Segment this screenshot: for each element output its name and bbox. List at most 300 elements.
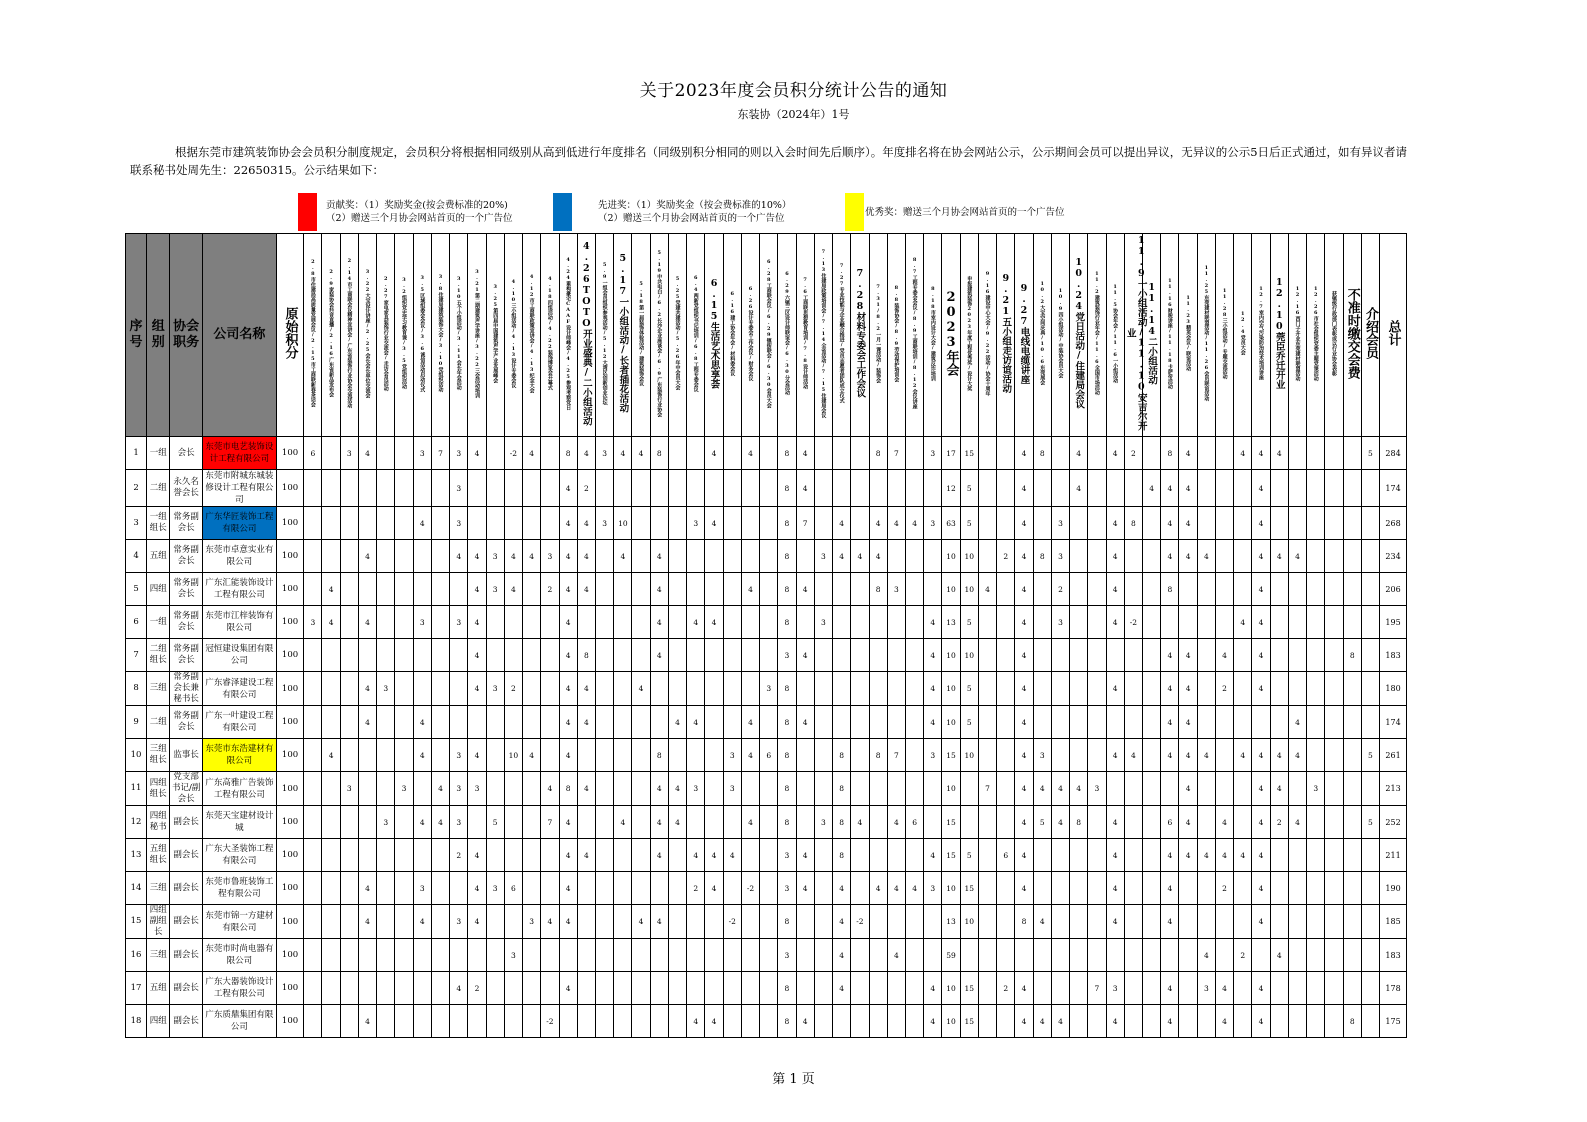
row-company: 东莞市江梓装饰有限公司	[202, 606, 276, 639]
row-score-cell	[595, 905, 613, 939]
row-total: 211	[1380, 839, 1407, 872]
row-score-cell	[1179, 606, 1197, 639]
header-activity: 4.12市工商联政策宣讲会/4.13纪念大会	[523, 234, 541, 437]
row-score-cell	[851, 470, 869, 507]
row-seq: 9	[126, 706, 147, 739]
row-score-cell	[577, 972, 595, 1005]
row-score-cell	[1088, 606, 1106, 639]
row-score-cell	[1124, 706, 1142, 739]
row-score-cell: 6	[1161, 806, 1179, 839]
row-score-cell	[395, 540, 413, 573]
row-score-cell	[1361, 470, 1379, 507]
row-score-cell	[1361, 639, 1379, 672]
row-score-cell	[905, 470, 923, 507]
row-score-cell	[760, 706, 778, 739]
row-score-cell: 3	[687, 772, 705, 806]
row-score-cell	[997, 872, 1015, 905]
row-score-cell	[486, 739, 504, 772]
row-score-cell	[431, 639, 449, 672]
row-score-cell: 4	[1215, 972, 1233, 1005]
row-score-cell: 4	[1106, 905, 1124, 939]
row-score-cell: 8	[778, 672, 796, 706]
row-score-cell	[887, 905, 905, 939]
row-score-cell: 4	[1015, 739, 1033, 772]
row-score-cell: 10	[960, 739, 978, 772]
row-score-cell	[1143, 806, 1161, 839]
row-score-cell	[1307, 470, 1325, 507]
row-score-cell	[1033, 839, 1051, 872]
row-score-cell	[1234, 806, 1252, 839]
row-score-cell: 4	[796, 839, 814, 872]
row-score-cell: 3	[523, 905, 541, 939]
row-score-cell: 5	[960, 839, 978, 872]
row-score-cell: 4	[523, 739, 541, 772]
row-score-cell: 4	[833, 540, 851, 573]
row-score-cell	[304, 507, 322, 540]
row-score-cell	[1234, 540, 1252, 573]
row-score-cell	[1288, 772, 1306, 806]
row-score-cell: -2	[504, 437, 522, 470]
row-score-cell	[978, 806, 996, 839]
row-score-cell: 3	[1088, 772, 1106, 806]
row-score-cell	[1361, 772, 1379, 806]
row-score-cell	[322, 872, 340, 905]
row-score-cell: 4	[450, 540, 468, 573]
row-score-cell	[760, 507, 778, 540]
row-base-score: 100	[276, 706, 303, 739]
row-score-cell	[978, 470, 996, 507]
row-score-cell: 3	[450, 739, 468, 772]
header-group: 组别	[147, 234, 170, 437]
row-score-cell: 3	[723, 739, 741, 772]
row-duty: 常务副会长	[170, 540, 203, 573]
row-score-cell: 4	[1252, 540, 1270, 573]
row-score-cell	[760, 972, 778, 1005]
row-score-cell: 5	[960, 606, 978, 639]
row-group: 四组副组长	[147, 905, 170, 939]
row-score-cell: 4	[796, 639, 814, 672]
header-activity: 5.17一小组活动/长者插花活动	[614, 234, 632, 437]
row-score-cell: 3	[1197, 972, 1215, 1005]
row-group: 四组	[147, 573, 170, 606]
row-score-cell: 2	[997, 972, 1015, 1005]
row-score-cell	[304, 839, 322, 872]
row-score-cell: 4	[1197, 540, 1215, 573]
row-score-cell: 4	[1252, 470, 1270, 507]
row-score-cell	[523, 972, 541, 1005]
row-score-cell: -2	[1124, 606, 1142, 639]
row-score-cell	[1070, 507, 1088, 540]
table-row	[126, 872, 1407, 905]
row-score-cell	[960, 806, 978, 839]
header-activity: 5.9一组会员组织参观活动/5.12大湾区创新创业论坛	[595, 234, 613, 437]
row-score-cell	[741, 939, 759, 972]
row-score-cell	[851, 739, 869, 772]
row-score-cell	[978, 606, 996, 639]
row-score-cell	[1033, 606, 1051, 639]
row-score-cell: 4	[1161, 470, 1179, 507]
row-base-score: 100	[276, 1005, 303, 1038]
row-score-cell: 15	[960, 437, 978, 470]
row-score-cell	[413, 972, 431, 1005]
row-score-cell	[1070, 706, 1088, 739]
row-score-cell	[595, 1005, 613, 1038]
row-seq: 14	[126, 872, 147, 905]
row-score-cell	[1143, 1005, 1161, 1038]
row-seq: 17	[126, 972, 147, 1005]
row-score-cell: 4	[559, 672, 577, 706]
row-score-cell: 4	[668, 772, 686, 806]
header-activity: 12.26市社会组织党委主题党课活动	[1307, 234, 1325, 437]
row-score-cell: 10	[614, 507, 632, 540]
row-score-cell	[869, 939, 887, 972]
row-score-cell	[1307, 972, 1325, 1005]
row-group: 四组秘书	[147, 806, 170, 839]
row-score-cell: 3	[595, 437, 613, 470]
row-score-cell	[1215, 606, 1233, 639]
row-score-cell	[523, 470, 541, 507]
row-score-cell: 4	[1033, 905, 1051, 939]
row-seq: 10	[126, 739, 147, 772]
row-score-cell	[924, 939, 942, 972]
row-score-cell: 4	[650, 772, 668, 806]
row-score-cell	[541, 706, 559, 739]
row-score-cell	[760, 905, 778, 939]
row-score-cell	[1361, 606, 1379, 639]
header-activity: 6.15生活艺术思享荟	[705, 234, 723, 437]
row-duty: 副会长	[170, 939, 203, 972]
row-score-cell: 4	[1252, 507, 1270, 540]
row-score-cell	[1325, 806, 1343, 839]
score-table	[125, 233, 1407, 1038]
row-score-cell	[668, 905, 686, 939]
row-total: 183	[1380, 939, 1407, 972]
row-score-cell	[1288, 507, 1306, 540]
row-score-cell: 3	[814, 606, 832, 639]
row-score-cell	[851, 672, 869, 706]
row-score-cell	[1234, 672, 1252, 706]
row-score-cell	[668, 972, 686, 1005]
row-score-cell: 3	[778, 939, 796, 972]
row-score-cell: 4	[1033, 772, 1051, 806]
row-score-cell	[997, 437, 1015, 470]
row-score-cell	[377, 772, 395, 806]
row-score-cell	[523, 806, 541, 839]
row-score-cell	[905, 772, 923, 806]
row-score-cell	[1033, 573, 1051, 606]
row-score-cell	[1307, 939, 1325, 972]
header-activity: 10.2大宝空间庆典/10.6东莞展会	[1033, 234, 1051, 437]
row-score-cell	[905, 639, 923, 672]
row-score-cell	[541, 939, 559, 972]
row-score-cell	[1197, 905, 1215, 939]
header-activity: 11.28三小组活动/专题交流活动	[1215, 234, 1233, 437]
row-seq: 18	[126, 1005, 147, 1038]
row-score-cell: 8	[778, 1005, 796, 1038]
row-score-cell: 59	[942, 939, 960, 972]
row-score-cell	[833, 706, 851, 739]
row-score-cell: 4	[559, 839, 577, 872]
row-score-cell: 4	[1106, 540, 1124, 573]
row-score-cell	[796, 972, 814, 1005]
row-score-cell: -2	[851, 905, 869, 939]
row-score-cell	[1197, 606, 1215, 639]
row-group: 四组	[147, 1005, 170, 1038]
row-score-cell	[595, 872, 613, 905]
row-score-cell	[377, 540, 395, 573]
table-row	[126, 573, 1407, 606]
row-score-cell: 3	[687, 507, 705, 540]
row-score-cell	[340, 706, 358, 739]
row-score-cell	[924, 540, 942, 573]
row-company: 东莞天宝建材设计城	[202, 806, 276, 839]
row-score-cell: 3	[377, 806, 395, 839]
row-score-cell	[869, 972, 887, 1005]
row-score-cell	[1325, 540, 1343, 573]
row-score-cell: -2	[741, 872, 759, 905]
row-score-cell	[1143, 672, 1161, 706]
row-seq: 6	[126, 606, 147, 639]
row-score-cell: 13	[942, 905, 960, 939]
row-company: 东莞市附城东城装修设计工程有限公司	[202, 470, 276, 507]
row-score-cell: 4	[705, 1005, 723, 1038]
row-company: 广东华匠装饰工程有限公司	[202, 507, 276, 540]
row-score-cell	[595, 706, 613, 739]
row-group: 二组组长	[147, 639, 170, 672]
row-score-cell: 8	[869, 437, 887, 470]
row-score-cell: 4	[741, 573, 759, 606]
row-score-cell: 4	[468, 437, 486, 470]
row-score-cell	[851, 839, 869, 872]
row-score-cell	[1343, 540, 1361, 573]
row-score-cell	[723, 872, 741, 905]
row-score-cell	[632, 839, 650, 872]
row-score-cell	[814, 1005, 832, 1038]
row-score-cell	[668, 672, 686, 706]
row-score-cell	[614, 1005, 632, 1038]
row-score-cell: 5	[1361, 806, 1379, 839]
header-activity: 6.29六镇三区设计师联谊会/6.30分会活动	[778, 234, 796, 437]
row-score-cell	[431, 872, 449, 905]
row-score-cell: 4	[1179, 437, 1197, 470]
row-score-cell	[668, 573, 686, 606]
row-score-cell	[541, 672, 559, 706]
header-base-score: 原始积分	[276, 234, 303, 437]
row-total: 268	[1380, 507, 1407, 540]
row-score-cell	[1197, 437, 1215, 470]
row-score-cell: 4	[1015, 470, 1033, 507]
row-score-cell	[851, 606, 869, 639]
header-activity: 不准时缴交会费	[1343, 234, 1361, 437]
row-score-cell	[504, 507, 522, 540]
row-score-cell: 4	[851, 540, 869, 573]
row-score-cell	[741, 672, 759, 706]
row-score-cell: 4	[687, 1005, 705, 1038]
row-score-cell	[887, 1005, 905, 1038]
row-score-cell: 4	[705, 839, 723, 872]
row-score-cell: 10	[960, 639, 978, 672]
row-score-cell	[595, 540, 613, 573]
row-score-cell	[1325, 470, 1343, 507]
row-score-cell	[997, 1005, 1015, 1038]
row-duty: 副会长	[170, 839, 203, 872]
row-score-cell	[687, 806, 705, 839]
row-score-cell	[869, 905, 887, 939]
row-score-cell	[814, 739, 832, 772]
row-score-cell	[668, 507, 686, 540]
header-activity: 10.24党日活动/住建局会议	[1070, 234, 1088, 437]
row-score-cell	[340, 540, 358, 573]
row-score-cell: 4	[1252, 639, 1270, 672]
row-score-cell	[358, 772, 376, 806]
row-score-cell: 8	[1070, 806, 1088, 839]
row-score-cell	[395, 872, 413, 905]
row-score-cell: 4	[650, 540, 668, 573]
header-activity: 4.18四组活动/4.22装饰博览会开幕式	[541, 234, 559, 437]
row-score-cell: 4	[978, 573, 996, 606]
row-score-cell	[978, 706, 996, 739]
row-group: 二组	[147, 470, 170, 507]
row-score-cell	[632, 573, 650, 606]
row-score-cell: 4	[1070, 772, 1088, 806]
row-score-cell: 4	[1234, 739, 1252, 772]
row-score-cell: 4	[887, 939, 905, 972]
row-score-cell	[833, 639, 851, 672]
header-activity: 11.14二小组活动	[1143, 234, 1161, 437]
row-score-cell	[1288, 839, 1306, 872]
row-score-cell	[1088, 507, 1106, 540]
table-row	[126, 672, 1407, 706]
row-score-cell: 4	[559, 806, 577, 839]
row-duty: 常务副会长兼秘书长	[170, 672, 203, 706]
row-score-cell	[1143, 706, 1161, 739]
row-score-cell	[887, 639, 905, 672]
row-score-cell	[431, 706, 449, 739]
row-score-cell	[395, 437, 413, 470]
row-score-cell	[1288, 606, 1306, 639]
row-score-cell	[322, 905, 340, 939]
row-score-cell	[1124, 839, 1142, 872]
row-score-cell: 4	[1252, 972, 1270, 1005]
header-activity: 9.27电线电缆讲座	[1015, 234, 1033, 437]
row-score-cell	[595, 972, 613, 1005]
row-score-cell	[905, 839, 923, 872]
row-score-cell	[1325, 706, 1343, 739]
row-score-cell	[869, 839, 887, 872]
row-score-cell: 5	[960, 672, 978, 706]
row-score-cell	[851, 872, 869, 905]
row-company: 东莞市鲁班装饰工程有限公司	[202, 872, 276, 905]
row-score-cell: 4	[468, 872, 486, 905]
row-score-cell	[304, 939, 322, 972]
row-score-cell: 4	[796, 1005, 814, 1038]
row-score-cell	[869, 706, 887, 739]
table-row	[126, 972, 1407, 1005]
row-score-cell	[887, 672, 905, 706]
row-company: 广东质鼎集团有限公司	[202, 1005, 276, 1038]
row-score-cell	[431, 939, 449, 972]
row-score-cell: 8	[778, 972, 796, 1005]
row-score-cell: 4	[1161, 507, 1179, 540]
row-score-cell	[322, 639, 340, 672]
row-seq: 4	[126, 540, 147, 573]
row-score-cell	[997, 706, 1015, 739]
row-score-cell	[486, 507, 504, 540]
row-score-cell: 4	[1161, 972, 1179, 1005]
row-score-cell	[1325, 507, 1343, 540]
row-score-cell	[1179, 905, 1197, 939]
row-score-cell	[833, 672, 851, 706]
row-score-cell: 4	[705, 437, 723, 470]
row-score-cell: 4	[887, 872, 905, 905]
row-total: 175	[1380, 1005, 1407, 1038]
row-total: 195	[1380, 606, 1407, 639]
row-score-cell	[304, 739, 322, 772]
header-activity: 3.21第二期建筑声学讲座/3.22三会活动培训	[468, 234, 486, 437]
row-score-cell	[905, 540, 923, 573]
row-score-cell	[1325, 573, 1343, 606]
row-score-cell	[1051, 939, 1069, 972]
row-score-cell	[687, 739, 705, 772]
header-activity: 11.5协会年会/11.6一小组活动	[1106, 234, 1124, 437]
row-score-cell: 15	[960, 872, 978, 905]
row-score-cell	[705, 573, 723, 606]
row-score-cell: 5	[960, 470, 978, 507]
row-score-cell	[1215, 507, 1233, 540]
row-score-cell	[723, 972, 741, 1005]
row-score-cell: 4	[541, 772, 559, 806]
row-score-cell: 4	[322, 573, 340, 606]
row-score-cell	[978, 739, 996, 772]
row-score-cell	[741, 972, 759, 1005]
row-score-cell	[377, 739, 395, 772]
row-score-cell	[905, 905, 923, 939]
row-score-cell: 8	[833, 839, 851, 872]
row-score-cell	[796, 672, 814, 706]
row-score-cell	[1143, 507, 1161, 540]
row-score-cell	[450, 939, 468, 972]
page-footer: 第 1 页	[772, 1072, 815, 1087]
row-score-cell	[577, 939, 595, 972]
row-score-cell: 4	[1179, 672, 1197, 706]
row-score-cell	[304, 905, 322, 939]
row-score-cell	[377, 872, 395, 905]
header-activity: 8.8装饰协会/8.9劳动保护培训会	[887, 234, 905, 437]
row-score-cell: 4	[577, 437, 595, 470]
row-score-cell	[1361, 972, 1379, 1005]
row-score-cell	[1343, 706, 1361, 739]
contribution-award-swatch	[298, 193, 317, 231]
row-score-cell	[1215, 905, 1233, 939]
row-score-cell: 8	[1124, 507, 1142, 540]
row-score-cell	[869, 639, 887, 672]
row-score-cell	[1343, 507, 1361, 540]
row-group: 三组组长	[147, 739, 170, 772]
row-score-cell	[358, 839, 376, 872]
row-score-cell	[358, 470, 376, 507]
row-score-cell	[905, 939, 923, 972]
row-score-cell	[1124, 872, 1142, 905]
row-duty: 永久名誉会长	[170, 470, 203, 507]
row-score-cell	[1124, 905, 1142, 939]
row-score-cell: 4	[650, 573, 668, 606]
row-score-cell	[395, 706, 413, 739]
row-score-cell: 4	[468, 672, 486, 706]
row-score-cell	[1215, 739, 1233, 772]
row-score-cell	[705, 939, 723, 972]
row-score-cell	[1088, 639, 1106, 672]
row-score-cell	[1343, 573, 1361, 606]
